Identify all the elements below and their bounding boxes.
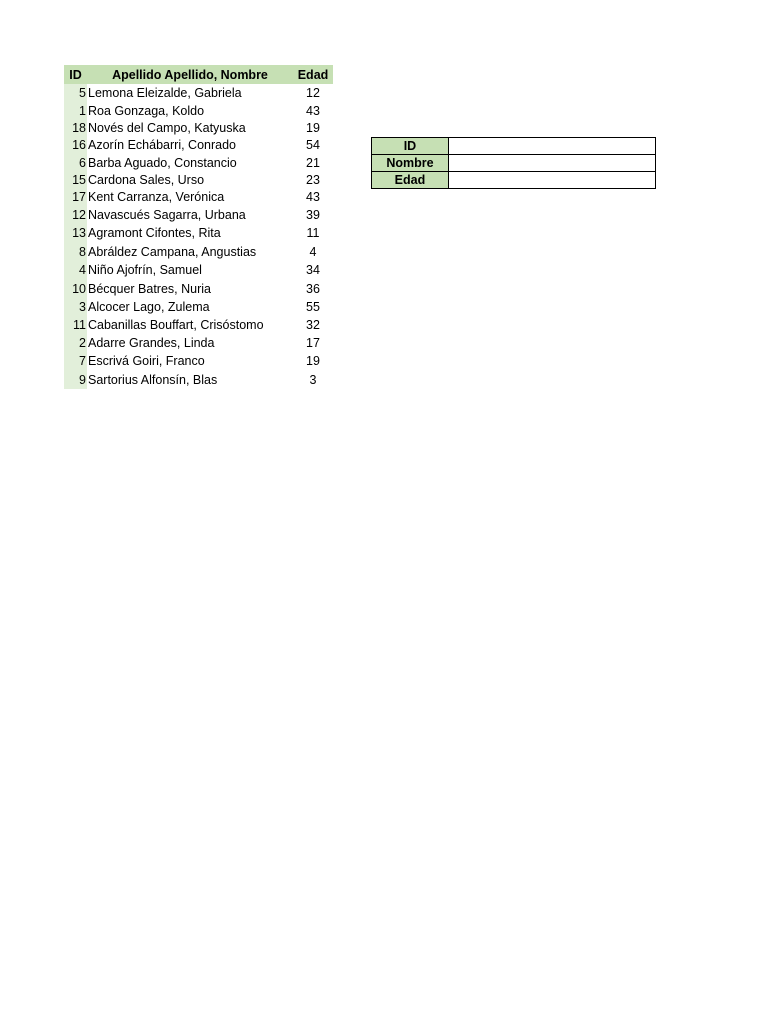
id-cell[interactable]: 17 [64, 188, 87, 206]
id-cell[interactable]: 8 [64, 242, 87, 261]
lookup-age-label: Edad [372, 172, 449, 189]
lookup-id-label: ID [372, 138, 449, 155]
id-cell[interactable]: 2 [64, 334, 87, 352]
id-cell[interactable]: 5 [64, 84, 87, 102]
table-row [64, 102, 333, 119]
table-row [64, 136, 333, 154]
lookup-row-age [372, 172, 656, 189]
id-cell[interactable]: 10 [64, 279, 87, 298]
table-row [64, 188, 333, 206]
age-cell[interactable]: 43 [306, 103, 320, 118]
id-cell[interactable]: 1 [64, 102, 87, 119]
name-cell[interactable]: Lemona Eleizalde, Gabriela [88, 86, 242, 100]
name-cell[interactable]: Abráldez Campana, Angustias [88, 244, 257, 259]
name-cell[interactable]: Sartorius Alfonsín, Blas [88, 372, 218, 387]
table-row [64, 119, 333, 136]
age-cell[interactable]: 43 [306, 190, 320, 204]
table-header-row [64, 65, 333, 84]
id-cell[interactable]: 15 [64, 171, 87, 188]
name-cell[interactable]: Roa Gonzaga, Koldo [88, 103, 205, 118]
table-row [64, 224, 333, 242]
name-cell[interactable]: Azorín Echábarri, Conrado [88, 138, 236, 152]
name-cell[interactable]: Cardona Sales, Urso [88, 172, 205, 187]
age-cell[interactable]: 17 [306, 336, 320, 350]
age-cell[interactable]: 19 [306, 354, 320, 368]
age-cell[interactable]: 11 [306, 226, 320, 240]
table-row [64, 316, 333, 334]
age-cell[interactable]: 19 [306, 120, 320, 135]
age-cell[interactable]: 54 [306, 138, 320, 152]
table-row [64, 370, 333, 389]
table-row [64, 279, 333, 298]
lookup-row-id [372, 138, 656, 155]
name-cell[interactable]: Kent Carranza, Verónica [88, 190, 225, 204]
name-cell[interactable]: Barba Aguado, Constancio [88, 155, 237, 170]
table-row [64, 261, 333, 279]
name-cell[interactable]: Navascués Sagarra, Urbana [88, 208, 246, 222]
table-row [64, 334, 333, 352]
lookup-name-label: Nombre [372, 155, 449, 172]
name-cell[interactable]: Bécquer Batres, Nuria [88, 281, 211, 296]
table-row [64, 154, 333, 171]
header-id[interactable]: ID [64, 65, 87, 84]
id-cell[interactable]: 18 [64, 119, 87, 136]
name-cell[interactable]: Adarre Grandes, Linda [88, 336, 215, 350]
id-cell[interactable]: 13 [64, 224, 87, 242]
name-cell[interactable]: Escrivá Goiri, Franco [88, 354, 205, 368]
id-cell[interactable]: 16 [64, 136, 87, 154]
age-cell[interactable]: 4 [309, 244, 317, 259]
id-cell[interactable]: 9 [64, 370, 87, 389]
age-cell[interactable]: 39 [306, 208, 320, 222]
name-cell[interactable]: Alcocer Lago, Zulema [88, 300, 210, 314]
header-age[interactable]: Edad [293, 65, 333, 84]
table-row [64, 171, 333, 188]
table-row [64, 242, 333, 261]
age-cell[interactable]: 55 [306, 300, 320, 314]
id-cell[interactable]: 11 [64, 316, 87, 334]
age-cell[interactable]: 12 [306, 86, 320, 100]
age-cell[interactable]: 32 [306, 318, 320, 332]
header-name[interactable]: Apellido Apellido, Nombre [87, 65, 293, 84]
table-row [64, 206, 333, 224]
age-cell[interactable]: 3 [309, 372, 317, 387]
age-cell[interactable]: 23 [306, 172, 320, 187]
id-cell[interactable]: 4 [64, 261, 87, 279]
id-cell[interactable]: 3 [64, 298, 87, 316]
id-cell[interactable]: 6 [64, 154, 87, 171]
lookup-name-cell[interactable] [448, 155, 655, 172]
people-table [64, 65, 333, 389]
name-cell[interactable]: Agramont Cifontes, Rita [88, 226, 221, 240]
name-cell[interactable]: Niño Ajofrín, Samuel [88, 263, 202, 277]
id-cell[interactable]: 12 [64, 206, 87, 224]
table-row [64, 298, 333, 316]
lookup-row-name [372, 155, 656, 172]
age-cell[interactable]: 21 [306, 155, 320, 170]
table-body [64, 84, 333, 389]
name-cell[interactable]: Novés del Campo, Katyuska [88, 120, 246, 135]
name-cell[interactable]: Cabanillas Bouffart, Crisóstomo [88, 318, 264, 332]
id-cell[interactable]: 7 [64, 352, 87, 370]
table-row [64, 352, 333, 370]
age-cell[interactable]: 36 [306, 281, 320, 296]
lookup-age-cell[interactable] [448, 172, 655, 189]
lookup-form [371, 137, 656, 189]
age-cell[interactable]: 34 [306, 263, 320, 277]
table-row [64, 84, 333, 102]
lookup-id-cell[interactable] [448, 138, 655, 155]
